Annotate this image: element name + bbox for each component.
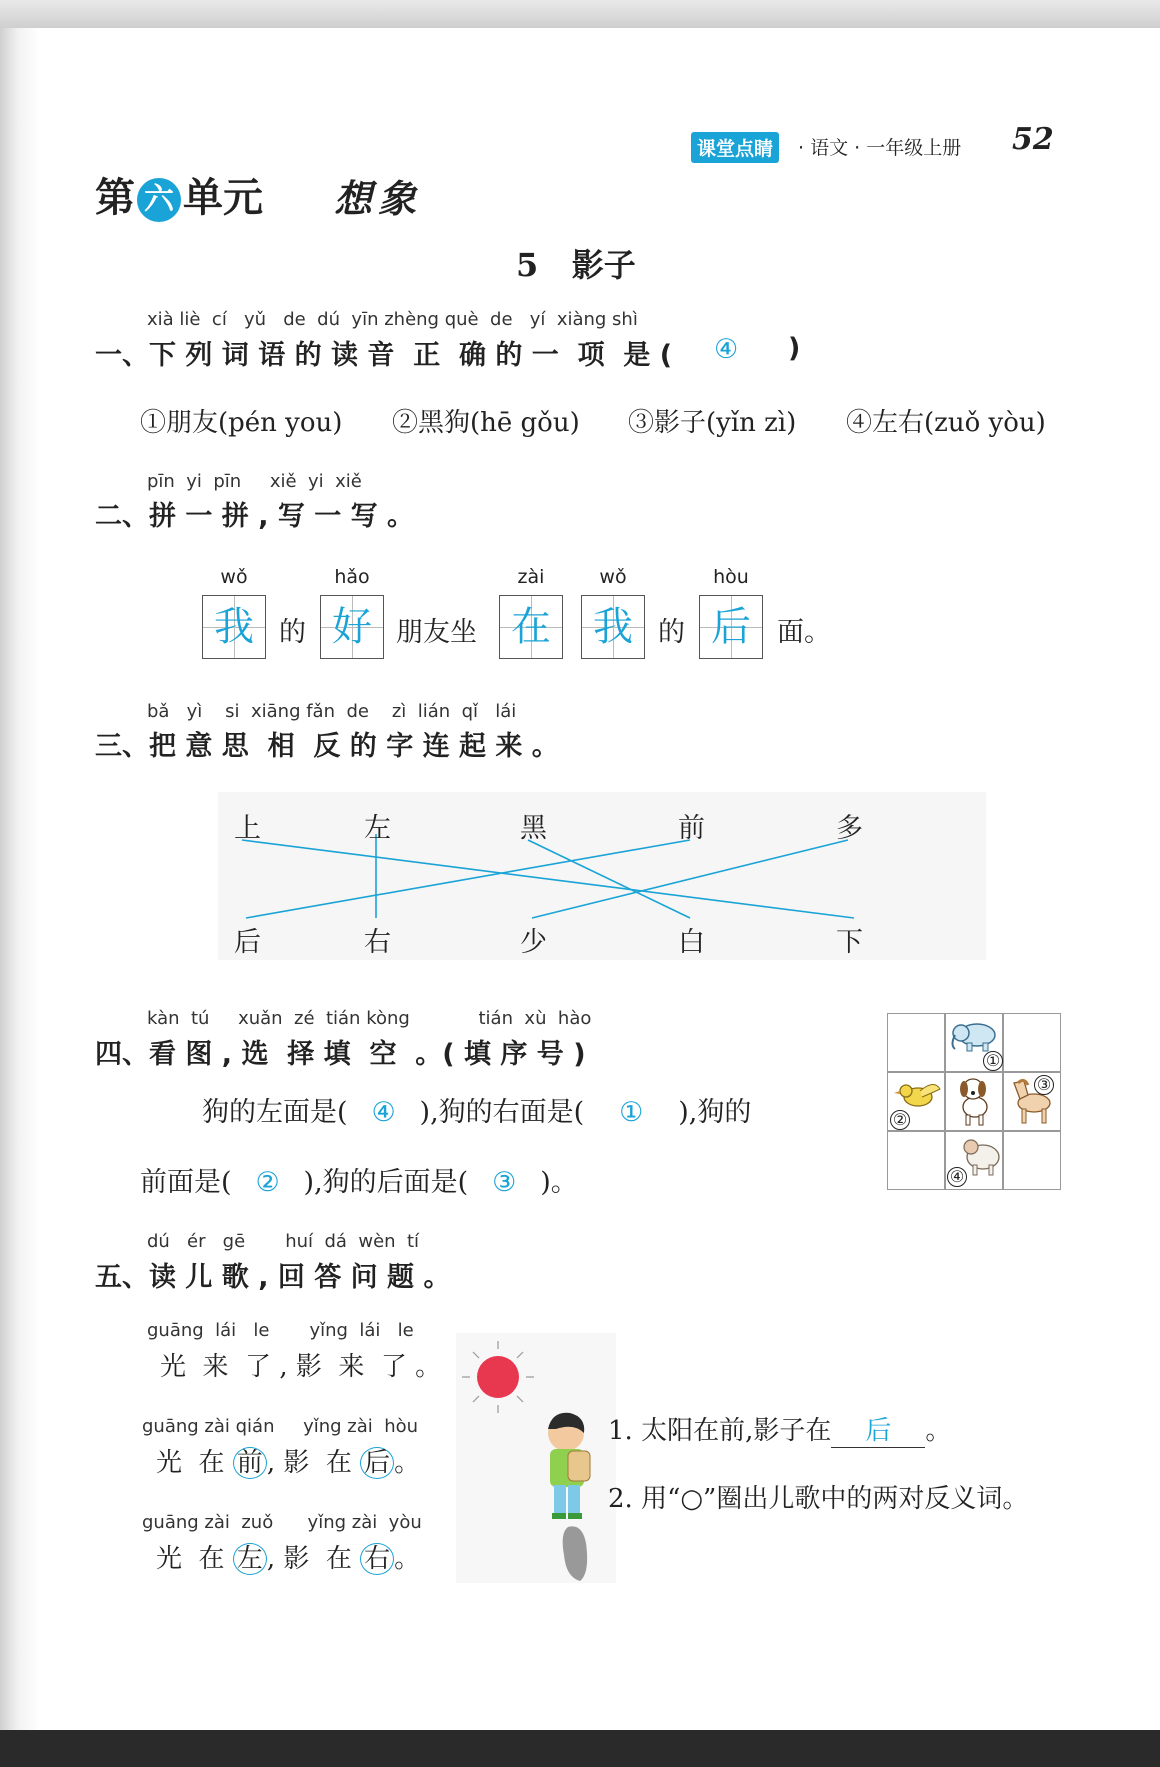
q4-label: 四、看 图 , 选 择 填 空 。( 填 序 号 ): [95, 1039, 586, 1070]
match-top-char: 多: [836, 813, 863, 844]
grid-cell: [1003, 1131, 1061, 1190]
q2-text: 的: [658, 617, 685, 648]
matching-lines: [218, 792, 986, 960]
q5-pinyin: dú ér gē huí dá wèn tí: [147, 1231, 420, 1252]
poem-text: 。: [394, 1448, 421, 1478]
grid-cell: [887, 1013, 945, 1072]
q1-option-3: ③影子(yǐn zì): [628, 408, 797, 438]
unit-suffix: 单元: [183, 175, 263, 221]
q2-label: 二、拼 一 拼 , 写 一 写 。: [95, 501, 415, 532]
tzg-pinyin: zài: [517, 566, 545, 588]
matching-area: [218, 792, 986, 960]
tzg-box: 好: [320, 595, 384, 659]
unit-prefix: 第: [95, 175, 135, 221]
grid-label: ②: [890, 1110, 910, 1130]
q4-line-1: [202, 1090, 751, 1129]
elephant-icon: [947, 1015, 1003, 1055]
match-line: [242, 840, 854, 918]
match-bottom-char: 少: [520, 927, 547, 958]
tzg-box: 后: [699, 595, 763, 659]
q1-option-1: ①朋友(pén you): [140, 408, 343, 438]
bird-icon: [890, 1075, 944, 1115]
q4-text: )。: [540, 1167, 578, 1198]
poem-text: , 影 在: [266, 1544, 361, 1574]
q4-text: 狗的左面是(: [202, 1097, 348, 1128]
q1-pinyin: xià liè cí yǔ de dú yīn zhèng què de yí xiàng shì: [147, 309, 638, 330]
lesson-number: 5: [516, 246, 539, 284]
grid-cell: [887, 1131, 945, 1190]
poem-text: 。: [394, 1544, 421, 1574]
tzg-box: 我: [581, 595, 645, 659]
q5-question-1-end: 。: [925, 1416, 952, 1446]
match-top-char: 黑: [520, 813, 547, 844]
q1-answer: ④: [714, 334, 739, 365]
sun-boy-illustration: [456, 1333, 616, 1583]
q2-pinyin: pīn yi pīn xiě yi xiě: [147, 471, 362, 492]
circled-word: 后: [360, 1447, 394, 1479]
q3-pinyin: bǎ yì si xiāng fǎn de zì lián qǐ lái: [147, 701, 517, 722]
poem-line-2: [156, 1442, 420, 1479]
match-bottom-char: 白: [678, 927, 705, 958]
q1-label: 一、下 列 词 语 的 读 音 正 确 的 一 项 是 (: [95, 340, 673, 371]
q4-pinyin: kàn tú xuǎn zé tián kòng tián xù hào: [147, 1008, 592, 1029]
page-number: 52: [1012, 122, 1054, 157]
lesson-title: [516, 240, 636, 286]
q5-label: 五、读 儿 歌 , 回 答 问 题 。: [95, 1262, 451, 1293]
lesson-name: 影子: [571, 246, 636, 284]
tzg-pinyin: hǎo: [334, 566, 370, 588]
grid-label: ①: [983, 1051, 1003, 1071]
q5-answer-blank: 后: [831, 1410, 925, 1448]
poem-line-1: 光 来 了 , 影 来 了 。: [160, 1352, 442, 1382]
poem-pinyin: guāng lái le yǐng lái le: [147, 1320, 414, 1341]
q4-text: ),狗的右面是(: [419, 1097, 585, 1128]
poem-text: 光 在: [156, 1448, 233, 1478]
animal-grid: [887, 1013, 1063, 1190]
poem-pinyin: guāng zài zuǒ yǐng zài yòu: [142, 1512, 422, 1533]
poem-text: , 影 在: [266, 1448, 361, 1478]
match-line: [532, 840, 848, 918]
tzg-box: 在: [499, 595, 563, 659]
poem-text: 光 在: [156, 1544, 233, 1574]
grid-cell: [1003, 1013, 1061, 1072]
match-top-char: 前: [678, 813, 705, 844]
grid-label: ④: [947, 1167, 967, 1187]
q5-question-2: 2. 用“○”圈出儿歌中的两对反义词。: [608, 1484, 1029, 1514]
tzg-pinyin: hòu: [713, 566, 749, 588]
q4-answer: ③: [492, 1167, 517, 1198]
unit-theme: 想象: [334, 176, 423, 221]
unit-number-circle: 六: [137, 178, 181, 222]
dog-icon: [947, 1073, 1001, 1129]
tzg-pinyin: wǒ: [599, 566, 627, 588]
q2-text: 面。: [777, 617, 831, 648]
match-top-char: 上: [234, 813, 261, 844]
match-line: [246, 840, 690, 918]
circled-word: 左: [233, 1543, 267, 1575]
q1-option-4: ④左右(zuǒ yòu): [846, 408, 1046, 438]
poem-line-3: [156, 1538, 420, 1575]
series-badge: 课堂点睛: [691, 132, 779, 163]
q4-answer: ④: [371, 1097, 396, 1128]
q4-text: ),狗的: [678, 1097, 752, 1128]
subject-label: · 语文 · 一年级上册: [798, 137, 962, 159]
q1-close: ): [788, 333, 801, 364]
tzg-pinyin: wǒ: [220, 566, 248, 588]
grid-label: ③: [1034, 1075, 1054, 1095]
q2-text: 的: [279, 617, 306, 648]
match-top-char: 左: [364, 813, 391, 844]
q4-text: 前面是(: [140, 1167, 232, 1198]
top-strip: [0, 0, 1160, 28]
tzg-box: 我: [202, 595, 266, 659]
q4-line-2: [140, 1160, 578, 1199]
match-bottom-char: 后: [234, 927, 261, 958]
q2-text: 朋友坐: [396, 617, 477, 648]
circled-word: 右: [360, 1543, 394, 1575]
q4-answer: ②: [255, 1167, 280, 1198]
unit-title: [95, 166, 263, 223]
q1-option-2: ②黑狗(hē gǒu): [392, 408, 580, 438]
q5-question-1: [608, 1410, 951, 1448]
q5-question-1-text: 1. 太阳在前,影子在: [608, 1416, 832, 1446]
worksheet-page: [0, 28, 1160, 1730]
q4-text: ),狗的后面是(: [303, 1167, 469, 1198]
q3-label: 三、把 意 思 相 反 的 字 连 起 来 。: [95, 731, 559, 762]
match-bottom-char: 下: [836, 927, 863, 958]
poem-pinyin: guāng zài qián yǐng zài hòu: [142, 1416, 419, 1437]
q4-answer: ①: [619, 1097, 644, 1128]
circled-word: 前: [233, 1447, 267, 1479]
match-bottom-char: 右: [364, 927, 391, 958]
